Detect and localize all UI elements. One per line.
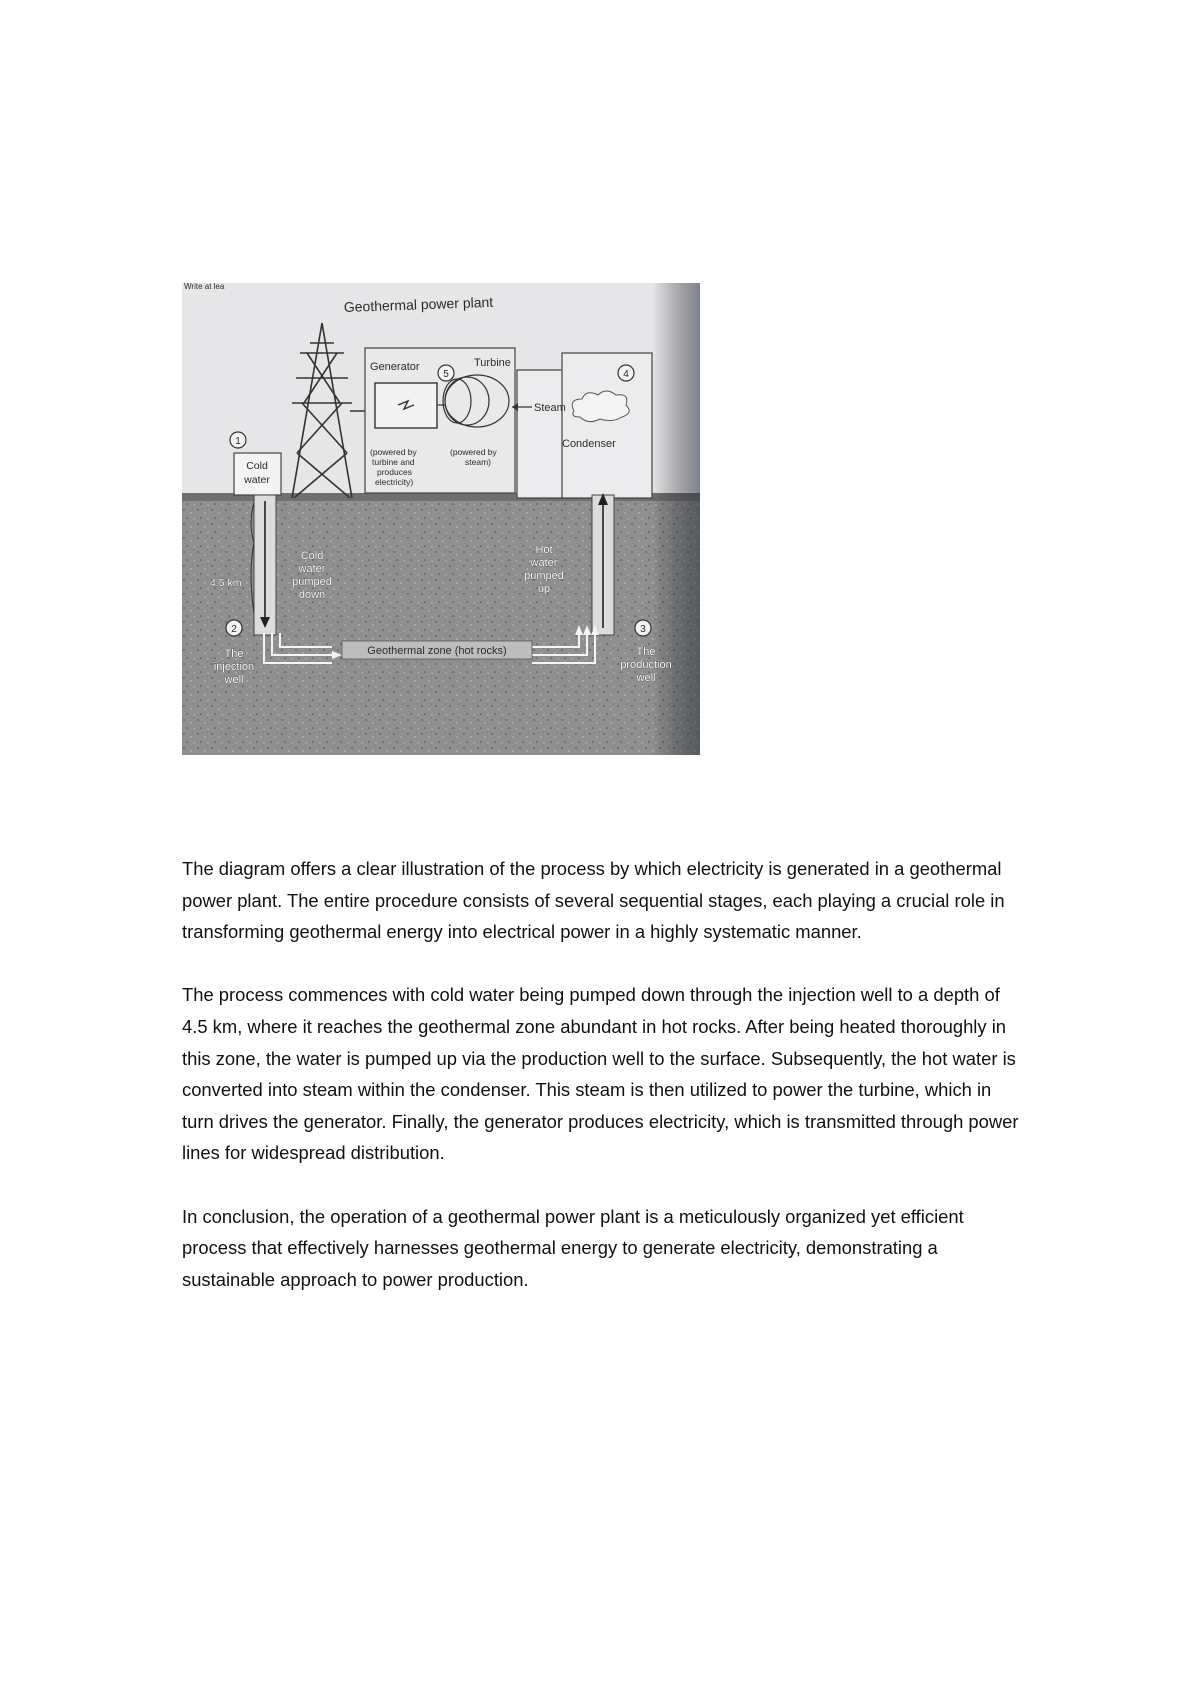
cold-water-label-line2: water (244, 474, 270, 486)
production-well-line1: The (636, 646, 656, 658)
diagram-svg (182, 283, 700, 755)
geothermal-diagram-photo (182, 283, 700, 755)
step-3-number: 3 (640, 624, 646, 635)
step-2-number: 2 (231, 624, 237, 635)
generator-note-line1: (powered by (370, 447, 417, 457)
paragraph-conclusion: In conclusion, the operation of a geothermal power plant is a meticulously organized yet efficient process that effectively harnesses geothermal energy to generate electricity, demonstrating a sustainable approach to power production. (182, 1205, 964, 1290)
step-5-number: 5 (443, 369, 449, 380)
turbine-note-line1: (powered by (450, 447, 497, 457)
generator-note-line4: electricity) (375, 477, 414, 487)
steam-label: Steam (534, 402, 566, 414)
corner-text: Write at lea (184, 283, 225, 291)
cold-pumped-line2: water (298, 563, 326, 575)
geothermal-zone-label: Geothermal zone (hot rocks) (367, 645, 507, 657)
paragraph-process: The process commences with cold water being pumped down through the injection well to a depth of 4.5 km, where it reaches the geothermal zone abundant in hot rocks. After being heated thoroughly in this zone, the water is pumped up via the production well to the surface. Subsequently, the hot water is converted into steam within the condenser. This steam is then utilized to power the turbine, which in turn drives the generator. Finally, the generator produces electricity, which is transmitted through power lines for widespread distribution. (182, 984, 1019, 1164)
step-1-number: 1 (235, 436, 241, 447)
paragraph-introduction: The diagram offers a clear illustration of the process by which electricity is generated in a geothermal power plant. The entire procedure consists of several sequential stages, each playing a crucial role in transforming geothermal energy into electrical power in a highly systematic manner. (182, 858, 1005, 943)
injection-well-line3: well (224, 674, 244, 686)
hot-pumped-line3: pumped (524, 570, 564, 582)
generator-note-line3: produces (377, 467, 412, 477)
injection-well-line2: injection (213, 661, 255, 673)
step-4-number: 4 (623, 369, 629, 380)
essay-text (182, 853, 1022, 1327)
diagram-title: Geothermal power plant (343, 293, 494, 315)
turbine-label: Turbine (474, 357, 511, 369)
condenser-label: Condenser (562, 438, 616, 450)
turbine-note-line2: steam) (465, 457, 491, 467)
production-well-line2: production (620, 659, 672, 671)
generator-note-line2: turbine and (372, 457, 415, 467)
injection-well-line1: The (224, 648, 244, 660)
cold-pumped-line3: pumped (292, 576, 332, 588)
cold-water-label-line1: Cold (246, 460, 268, 472)
hot-pumped-line2: water (530, 557, 558, 569)
generator-label: Generator (370, 361, 420, 373)
cold-pumped-line1: Cold (300, 550, 324, 562)
depth-label: 4.5 km (210, 577, 242, 589)
production-well-line3: well (636, 672, 656, 684)
cold-pumped-line4: down (298, 589, 326, 601)
hot-pumped-line1: Hot (535, 544, 553, 556)
hot-pumped-line4: up (537, 583, 551, 595)
